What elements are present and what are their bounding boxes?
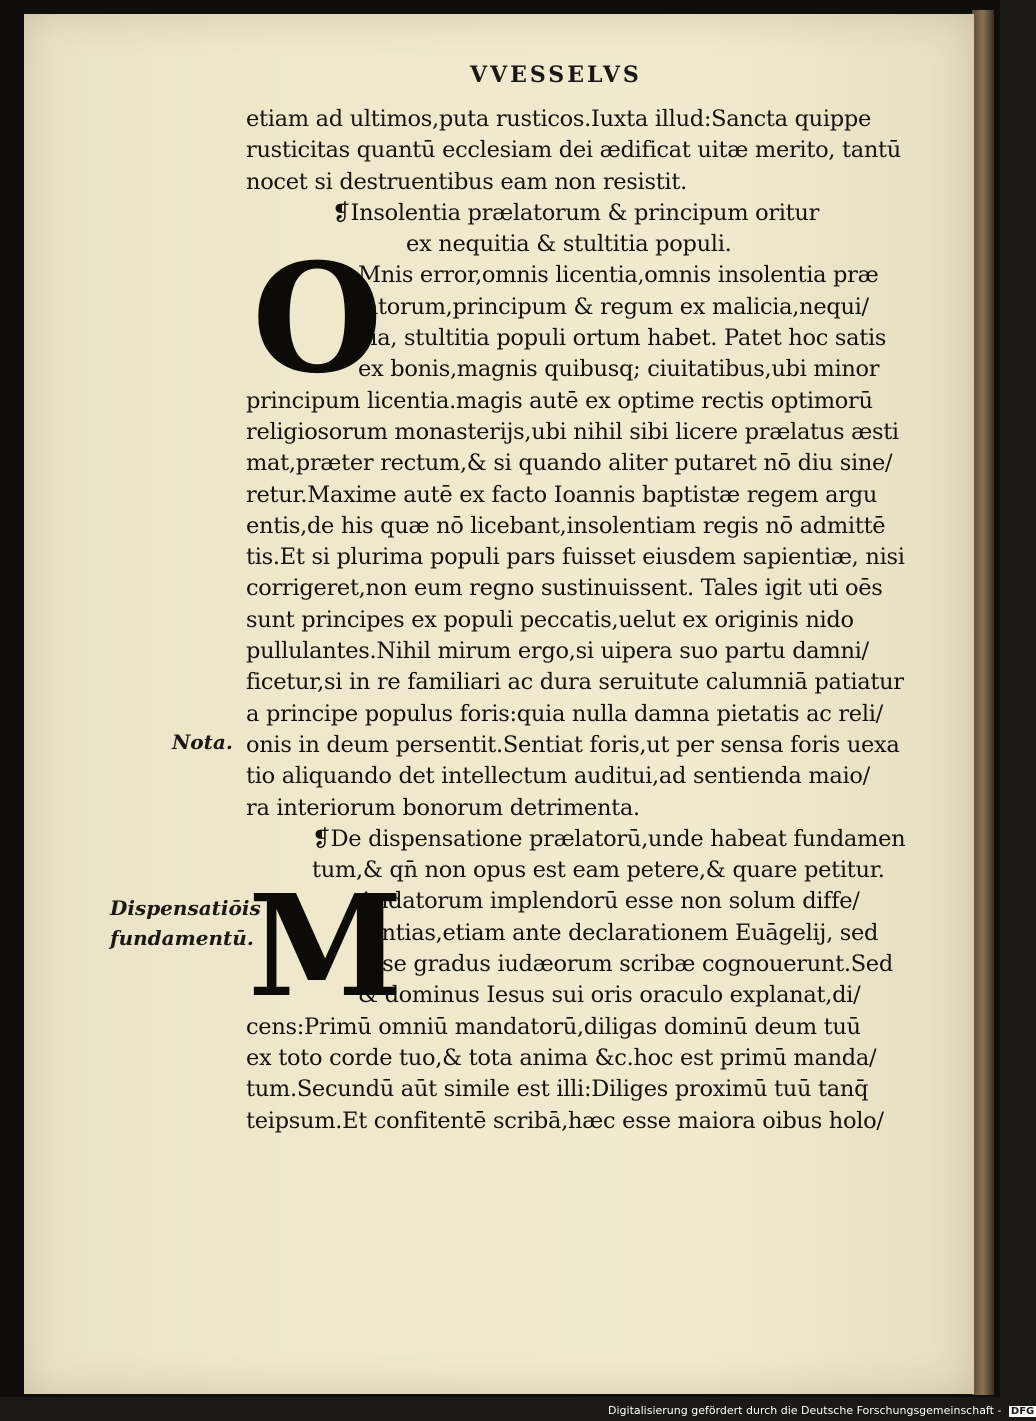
text-line: ficetur,si in re familiari ac dura seruitute calumniā patiatur <box>246 669 904 696</box>
text-line: principum licentia.magis autē ex optime rectis optimorū <box>246 387 873 414</box>
digitization-footer <box>608 1404 1036 1417</box>
text-line: nocet si destruentibus eam non resistit. <box>246 168 687 195</box>
drop-initial: O <box>252 231 383 408</box>
text-line: tum.Secundū aūt simile est illi:Diliges proximū tuū tanq̄ <box>246 1076 869 1103</box>
text-line: sunt principes ex populi peccatis,uelut ex originis nido <box>246 606 854 633</box>
text-line: corrigeret,non eum regno sustinuissent. Tales igit uti oēs <box>246 575 883 602</box>
margin-note-line: fundamentū. <box>110 926 254 950</box>
margin-note-dispensatio <box>110 893 261 953</box>
text-line: Andatorum implendorū esse non solum diffe/ <box>358 888 860 915</box>
text-line: rusticitas quantū ecclesiam dei ædificat uitæ merito, tantū <box>246 137 901 164</box>
text-line: tis.Et si plurima populi pars fuisset eiusdem sapientiæ, nisi <box>246 544 905 571</box>
margin-note-line: Dispensatiōis <box>110 896 261 920</box>
text-line: esse gradus iudæorum scribæ cognouerunt.Sed <box>358 951 893 978</box>
text-line: ex bonis,magnis quibusq; ciuitatibus,ubi minor <box>358 356 880 383</box>
dfg-logo: DFG <box>1010 1406 1035 1417</box>
text-line: mat,præter rectum,& si quando aliter putaret nō diu sine/ <box>246 450 893 477</box>
text-line: rentias,etiam ante declarationem Euāgelij, sed <box>358 919 879 946</box>
text-line: a principe populus foris:quia nulla damna pietatis ac reli/ <box>246 700 883 727</box>
margin-note-nota: Nota. <box>172 730 233 754</box>
text-line: pullulantes.Nihil mirum ergo,si uipera suo partu damni/ <box>246 638 869 665</box>
section-heading: ❡Insolentia prælatorum & principum oritur <box>332 199 820 226</box>
text-line: entis,de his quæ nō licebant,insolentiam regis nō admittē <box>246 512 886 539</box>
section-heading: tum,& qn̄ non opus est eam petere,& quare petitur. <box>312 857 885 884</box>
text-line: onis in deum persentit.Sentiat foris,ut per sensa foris uexa <box>246 731 900 758</box>
text-line: ex toto corde tuo,& tota anima &c.hoc est primū manda/ <box>246 1044 877 1071</box>
text-line: tio aliquando det intellectum auditui,ad sentienda maio/ <box>246 763 870 790</box>
text-block <box>246 104 936 1137</box>
text-line: cia, stultitia populi ortum habet. Patet hoc satis <box>358 325 887 352</box>
section-heading: ❡De dispensatione prælatorū,unde habeat fundamen <box>312 825 906 852</box>
text-line: Mnis error,omnis licentia,omnis insolentia præ <box>358 262 879 289</box>
section-heading: ex nequitia & stultitia populi. <box>406 231 732 258</box>
text-line: & dominus Iesus sui oris oraculo explanat,di/ <box>358 982 861 1009</box>
text-line: latorum,principum & regum ex malicia,nequi/ <box>358 293 869 320</box>
footer-text: Digitalisierung gefördert durch die Deutsche Forschungsgemeinschaft - <box>608 1404 1002 1417</box>
text-line: teipsum.Et confitentē scribā,hæc esse maiora oibus holo/ <box>246 1107 884 1134</box>
book-edge <box>972 10 994 1395</box>
text-line: etiam ad ultimos,puta rusticos.Iuxta illud:Sancta quippe <box>246 106 871 132</box>
text-line: retur.Maxime autē ex facto Ioannis baptistæ regem argu <box>246 481 878 508</box>
text-line: ra interiorum bonorum detrimenta. <box>246 794 640 821</box>
drop-initial: M <box>248 865 403 1030</box>
text-line: religiosorum monasterijs,ubi nihil sibi licere prælatus æsti <box>246 418 899 445</box>
running-head: VVESSELVS <box>470 62 642 88</box>
text-line: cens:Primū omniū mandatorū,diligas dominū deum tuū <box>246 1013 861 1040</box>
